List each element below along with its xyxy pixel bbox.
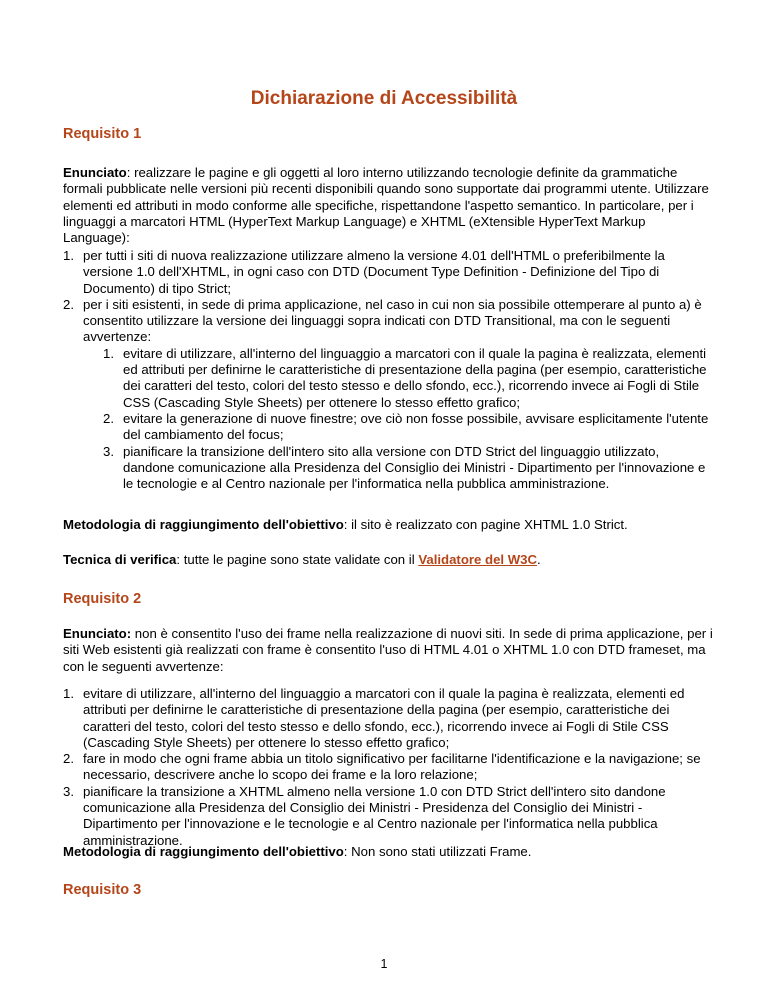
req1-list (63, 248, 713, 492)
page-title: Dichiarazione di Accessibilità (250, 88, 518, 109)
req2-heading: Requisito 2 (63, 591, 142, 607)
req2-enunciato-text: non è consentito l'uso dei frame nella realizzazione di nuovi siti. In sede di prima applicazione, per i siti Web esistenti già realizzati con frame è consentito l'uso di HTML 4.01 o XHTML 1.0 con DTD frameset, ma con le seguenti avvertenze: (63, 626, 713, 674)
req1-verifica-end: . (537, 552, 541, 567)
req1-enunciato-text: : realizzare le pagine e gli oggetti al loro interno utilizzando tecnologie definite da grammatiche formali pubblicate nelle versioni più recenti disponibili quando sono supportate dai programmi utente. Utilizzare elementi ed attributi in modo conforme alle specifiche, rispettandone l'aspetto semantico. In particolare, per i linguaggi a marcatori HTML (HyperText Markup Language) e XHTML (eXtensible HyperText Markup Language): (63, 165, 709, 246)
list-item-text: evitare di utilizzare, all'interno del linguaggio a marcatori con il quale la pagina è realizzata, elementi ed attributi per definirne le caratteristiche di presentazione della pagina (per esempio, caratteristiche dei caratteri del testo, colori del testo stesso e dello sfondo, ecc.), ricorrendo invece ai Fogli di Stile CSS (Cascading Style Sheets) per ottenere lo stesso effetto grafico; (83, 686, 685, 750)
req1-verifica-label: Tecnica di verifica (63, 552, 177, 567)
list-number: 3. (103, 443, 114, 459)
req1-metodologia-label: Metodologia di raggiungimento dell'obiettivo (63, 517, 344, 532)
list-number: 2. (63, 296, 74, 312)
list-item-text: evitare la generazione di nuove finestre; ove ciò non fosse possibile, avvisare esplicitamente l'utente del cambiamento del focus; (123, 410, 709, 443)
list-item (63, 297, 713, 493)
list-item-text: evitare di utilizzare, all'interno del linguaggio a marcatori con il quale la pagina è realizzata, elementi ed attributi per definirne le caratteristiche di presentazione della pagina (per esempio, caratteristiche dei caratteri del testo, colori del testo stesso e dello sfondo, ecc.), ricorrendo invece ai Fogli di Stile CSS (Cascading Style Sheets) per ottenere lo stesso effetto grafico; (123, 345, 707, 410)
req2-metodologia (63, 844, 713, 860)
list-number: 2. (63, 751, 74, 767)
validator-link[interactable]: Validatore del W3C (418, 552, 538, 567)
list-item (63, 686, 713, 751)
req1-metodologia (63, 517, 713, 533)
list-item-text: pianificare la transizione dell'intero sito alla versione con DTD Strict del linguaggio utilizzato, dandone comunicazione alla Presidenza del Consiglio dei Ministri - Dipartimento per l'innovazione e le tecnologie e al Centro nazionale per l'informatica nella pubblica amministrazione. (123, 443, 706, 492)
list-item-text: fare in modo che ogni frame abbia un titolo significativo per facilitarne l'identificazione e la navigazione; se necessario, descrivere anche lo scopo dei frame e la loro relazione; (83, 751, 701, 783)
req2-enunciato (63, 626, 713, 675)
req1-verifica (63, 552, 713, 568)
list-item (103, 346, 713, 411)
list-item (103, 411, 713, 444)
req2-metodologia-label: Metodologia di raggiungimento dell'obiettivo (63, 844, 344, 859)
list-number: 3. (63, 783, 74, 799)
list-item (103, 444, 713, 493)
req3-heading: Requisito 3 (63, 882, 142, 898)
req1-enunciato-label: Enunciato (63, 165, 127, 180)
list-number: 1. (63, 248, 74, 263)
list-item (63, 784, 713, 849)
list-item-text: pianificare la transizione a XHTML almeno nella versione 1.0 con DTD Strict dell'intero sito dandone comunicazione alla Presidenza del Consiglio dei Ministri - Presidenza del Consiglio dei Ministri - Dipartimento per l'innovazione e le tecnologie e al Centro nazionale per l'informatica nella pubblica amministrazione. (83, 783, 666, 848)
list-item (63, 751, 713, 784)
list-number: 2. (103, 410, 114, 426)
req1-metodologia-text: : il sito è realizzato con pagine XHTML 1.0 Strict. (343, 517, 628, 532)
list-number: 1. (63, 686, 74, 701)
req1-heading: Requisito 1 (63, 126, 142, 142)
req2-metodologia-text: : Non sono stati utilizzati Frame. (343, 844, 532, 859)
list-item-text: per i siti esistenti, in sede di prima applicazione, nel caso in cui non sia possibile ottemperare al punto a) è consentito utilizzare la versione dei linguaggi sopra indicati con DTD Transitional, ma con le seguenti avvertenze: (83, 296, 702, 345)
list-item (63, 248, 713, 297)
req1-enunciato (63, 165, 713, 246)
list-item-text: per tutti i siti di nuova realizzazione utilizzare almeno la versione 4.01 dell'HTML o preferibilmente la versione 1.0 dell'XHTML, in ogni caso con DTD (Document Type Definition - Definizione del Tipo di Documento) di tipo Strict; (83, 248, 665, 296)
req2-enunciato-label: Enunciato: (63, 626, 132, 641)
page-number: 1 (380, 957, 388, 971)
list-number: 1. (103, 345, 114, 361)
req2-list (63, 686, 713, 849)
req1-verifica-text: : tutte le pagine sono state validate con il (176, 552, 419, 567)
req1-sublist (83, 346, 713, 493)
